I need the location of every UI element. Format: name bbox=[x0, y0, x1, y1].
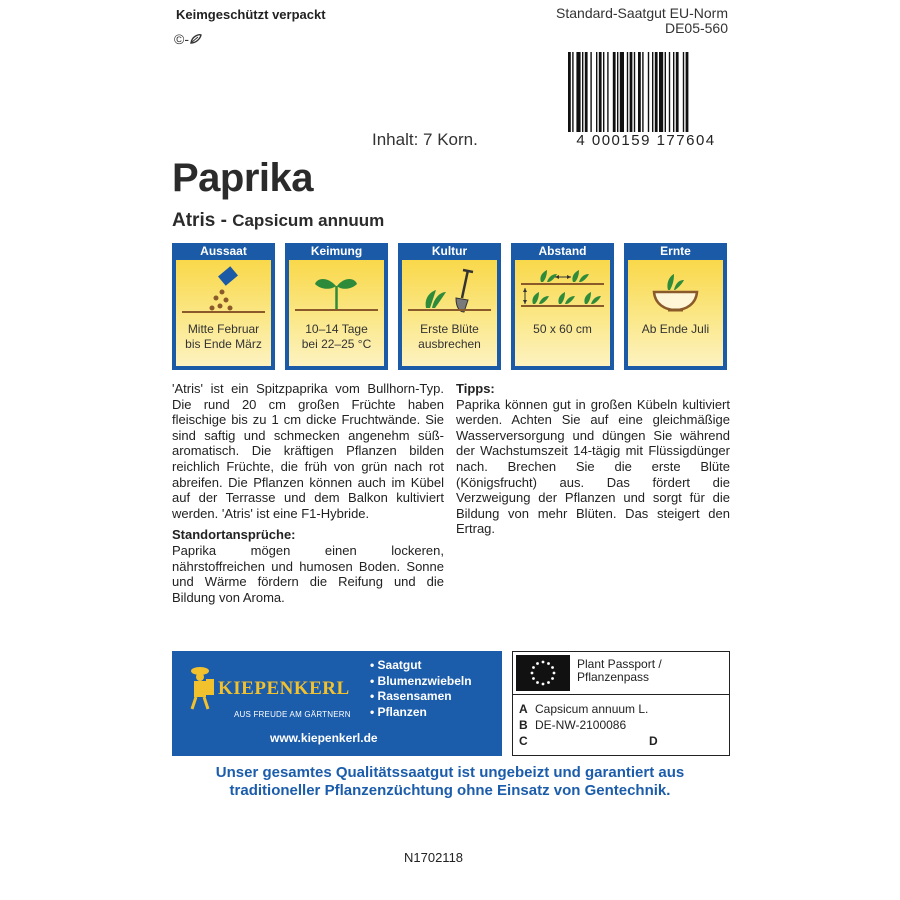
quality-notice-line1: Unser gesamtes Qualitätssaatgut ist ungebeizt und garantiert aus bbox=[215, 764, 685, 781]
seed-standard-code: DE05-560 bbox=[664, 20, 728, 36]
quality-notice-line2: traditioneller Pflanzenzüchtung ohne Einsatz von Gentechnik. bbox=[229, 782, 671, 799]
card-line1: Erste Blüte bbox=[420, 322, 479, 336]
card-line1: 50 x 60 cm bbox=[533, 322, 592, 336]
variety-name: Atris - bbox=[172, 210, 233, 231]
passport-title-line2: Pflanzenpass bbox=[577, 670, 650, 684]
spacing-icon bbox=[515, 264, 610, 320]
latin-name: Capsicum annuum bbox=[232, 211, 385, 230]
location-heading: Standortansprüche: bbox=[172, 527, 296, 543]
card-line2: ausbrechen bbox=[418, 337, 481, 351]
card-header: Kultur bbox=[431, 244, 468, 258]
tips-heading: Tipps: bbox=[456, 381, 495, 396]
card-line1: Mitte Februar bbox=[187, 322, 260, 336]
ce-copyright-icon: ©- bbox=[174, 31, 203, 47]
description-column bbox=[172, 381, 444, 605]
location-text: Paprika mögen einen lockeren, nährstoffreichen und humosen Boden. Sonne und Wärme fördern die Reifung und die Bildung von Aroma. bbox=[172, 542, 444, 605]
brand-product-item: • Rasensamen bbox=[370, 689, 452, 703]
tips-column bbox=[456, 381, 730, 537]
passport-label: A bbox=[519, 702, 528, 716]
product-subtitle bbox=[172, 210, 384, 232]
card-header: Aussaat bbox=[200, 244, 247, 258]
card-line1: Ab Ende Juli bbox=[641, 322, 710, 336]
seedling-icon bbox=[289, 264, 384, 320]
brand-url[interactable]: www.kiepenkerl.de bbox=[270, 731, 378, 745]
card-header: Ernte bbox=[660, 244, 691, 258]
description-text: 'Atris' ist ein Spitzpaprika vom Bullhorn-Typ. Die rund 20 cm großen Früchte haben fleischige bis zu 1 cm dicke Fruchtwände. Sie sind saftig und schmecken angenehm süß-aromatisch. Die kräftigen Pflanzen bilden reichlich Früchte, die früh von grün nach rot abreifen. Die Pflanzen können auch im Kübel auf der Terrasse und dem Balkon kultiviert werden. 'Atris' ist eine F1-Hybride. bbox=[172, 381, 444, 521]
card-keimung bbox=[285, 243, 388, 370]
passport-row-c bbox=[519, 734, 535, 748]
card-line2: bis Ende März bbox=[185, 337, 262, 351]
card-header: Keimung bbox=[310, 244, 363, 258]
passport-value: Capsicum annuum L. bbox=[535, 702, 649, 716]
barcode-number: 4 000159 177604 bbox=[556, 132, 736, 149]
card-abstand bbox=[511, 243, 614, 370]
passport-value: DE-NW-2100086 bbox=[535, 718, 627, 732]
card-line2: bei 22–25 °C bbox=[301, 337, 372, 351]
card-kultur bbox=[398, 243, 501, 370]
plant-passport bbox=[512, 651, 730, 756]
brand-product-item: • Blumenzwiebeln bbox=[370, 673, 472, 688]
eu-flag-icon bbox=[516, 655, 570, 691]
passport-title bbox=[577, 658, 662, 684]
card-line1: 10–14 Tage bbox=[305, 322, 368, 336]
seed-standard bbox=[520, 6, 728, 36]
card-ernte bbox=[624, 243, 727, 370]
brand-product-item: • Saatgut bbox=[370, 658, 422, 672]
passport-divider bbox=[513, 694, 729, 695]
tips-text: Paprika können gut in großen Kübeln kultiviert werden. Achten Sie auf eine gleichmäßige Wasserversorgung und düngen Sie während der Wachstumszeit 14-tägig mit Flüssigdünger nach. Brechen Sie die erste Blüte (Königsfrucht) aus. Das fördert die Verzweigung der Pflanzen und sorgt für die Bildung von mehr Blüten. Das steigert den Ertrag. bbox=[456, 396, 730, 537]
brand-product-item: • Pflanzen bbox=[370, 704, 427, 719]
content-amount: Inhalt: 7 Korn. bbox=[372, 130, 478, 149]
product-title: Paprika bbox=[172, 156, 314, 200]
brand-products bbox=[370, 658, 472, 720]
kiepenkerl-figure-icon bbox=[186, 665, 216, 711]
card-header: Abstand bbox=[538, 244, 587, 258]
seed-standard-label: Standard-Saatgut EU-Norm bbox=[556, 5, 728, 21]
brand-slogan: AUS FREUDE AM GÄRTNERN bbox=[234, 710, 351, 719]
passport-row-d bbox=[649, 734, 665, 748]
passport-label: D bbox=[649, 734, 658, 748]
article-code: N1702118 bbox=[404, 850, 464, 865]
quality-notice bbox=[172, 764, 728, 800]
brand-box bbox=[172, 651, 502, 756]
harvest-bowl-icon bbox=[628, 264, 723, 320]
brand-name: KIEPENKERL bbox=[218, 678, 350, 699]
passport-label: C bbox=[519, 734, 528, 748]
sowing-icon bbox=[176, 264, 271, 320]
passport-row-b bbox=[519, 718, 626, 732]
card-aussaat bbox=[172, 243, 275, 370]
passport-label: B bbox=[519, 718, 528, 732]
passport-row-a bbox=[519, 702, 648, 716]
packaging-note: Keimgeschützt verpackt bbox=[176, 7, 326, 22]
passport-title-line1: Plant Passport / bbox=[577, 657, 662, 671]
spade-icon bbox=[402, 264, 497, 320]
